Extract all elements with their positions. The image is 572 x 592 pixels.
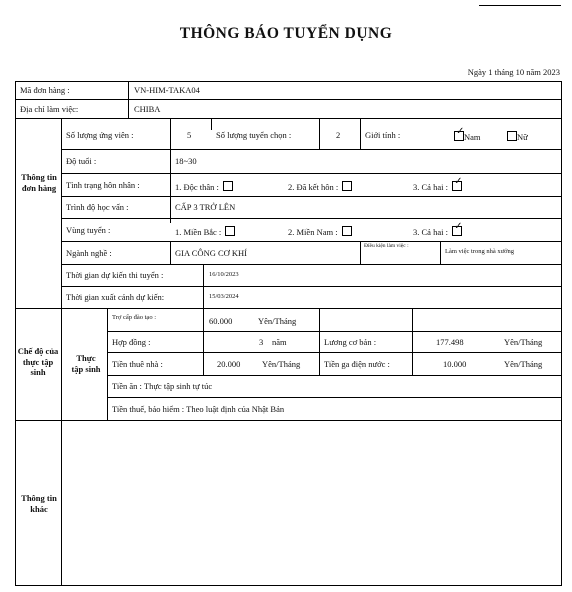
col-rule (128, 81, 129, 118)
age-label: Độ tuổi : (66, 156, 97, 166)
row-rule (61, 241, 562, 242)
row-rule (107, 375, 562, 376)
row-rule (61, 286, 562, 287)
gender-option-female[interactable] (505, 131, 528, 142)
section-order-info: Thông tin đơn hàng (21, 172, 57, 193)
other-info-content[interactable] (66, 426, 556, 581)
industry-label: Ngành nghề : (66, 248, 112, 258)
col-rule (319, 118, 320, 149)
top-rule (479, 5, 561, 6)
col-rule (412, 308, 413, 375)
checkbox-icon[interactable] (223, 181, 233, 191)
marital-option-single[interactable] (175, 181, 233, 192)
utilities-label: Tiền ga điện nước : (324, 359, 390, 369)
col-rule (319, 308, 320, 375)
col-rule (211, 118, 212, 130)
rent-value: 20.000 (217, 359, 241, 369)
training-allowance-label: Trợ cấp đào tạo : (112, 314, 156, 321)
row-rule (15, 118, 562, 119)
row-rule (15, 99, 562, 100)
region-option-south[interactable] (288, 226, 352, 237)
contract-value: 3 (259, 337, 264, 347)
gender-label: Giới tính : (365, 130, 401, 140)
education-label: Trình độ học vấn : (66, 202, 129, 212)
marital-both-label: 3. Cả hai : (413, 182, 448, 192)
rent-unit: Yên/Tháng (262, 359, 301, 369)
col-rule (107, 308, 108, 420)
row-rule (107, 397, 562, 398)
checkbox-icon[interactable] (507, 131, 517, 141)
col-rule (170, 118, 171, 223)
tax-insurance-policy: Tiền thuế, bảo hiểm : Theo luật định của Nhật Bản (112, 404, 285, 414)
salary-value: 177.498 (436, 337, 464, 347)
exam-date-label: Thời gian dự kiến thi tuyển : (66, 270, 164, 280)
checkbox-icon[interactable] (342, 181, 352, 191)
departure-date-value: 15/03/2024 (209, 293, 239, 300)
marital-option-both[interactable] (413, 181, 462, 192)
order-code-value: VN-HIM-TAKA04 (134, 85, 200, 95)
utilities-value: 10.000 (443, 359, 467, 369)
contract-unit: năm (272, 337, 287, 347)
workplace-value: CHIBA (134, 104, 161, 114)
row-rule (15, 308, 562, 309)
region-both-label: 3. Cả hai : (413, 227, 448, 237)
marital-married-label: 2. Đã kết hôn : (288, 182, 339, 192)
document-date: Ngày 1 tháng 10 năm 2023 (467, 67, 560, 77)
row-rule (61, 218, 562, 219)
training-allowance-unit: Yên/Tháng (258, 316, 297, 326)
checked-box-icon[interactable] (454, 131, 464, 141)
checkbox-icon[interactable] (342, 226, 352, 236)
marital-option-married[interactable] (288, 181, 352, 192)
checked-box-icon[interactable] (452, 181, 462, 191)
selected-label: Số lượng tuyển chọn : (216, 130, 292, 140)
training-allowance-value: 60.000 (209, 316, 233, 326)
industry-value: GIA CÔNG CƠ KHÍ (175, 248, 248, 258)
region-label: Vùng tuyển : (66, 225, 111, 235)
col-rule (203, 264, 204, 308)
col-rule (170, 241, 171, 264)
conditions-label: Điều kiện làm việc : (364, 243, 409, 249)
region-north-label: 1. Miền Bắc : (175, 227, 222, 237)
row-rule (15, 420, 562, 421)
salary-unit: Yên/Tháng (504, 337, 543, 347)
contract-label: Hợp đồng : (112, 337, 151, 347)
education-value: CẤP 3 TRỞ LÊN (175, 202, 236, 212)
applicants-label: Số lượng ứng viên : (66, 130, 134, 140)
exam-date-value: 16/10/2023 (209, 271, 239, 278)
selected-value: 2 (336, 130, 341, 140)
workplace-label: Địa chỉ làm việc: (20, 104, 79, 114)
marital-single-label: 1. Độc thân : (175, 182, 219, 192)
col-rule (440, 241, 441, 264)
section-other-info: Thông tin khác (21, 493, 57, 514)
row-rule (61, 173, 562, 174)
page-title: THÔNG BÁO TUYỂN DỤNG (179, 25, 393, 42)
utilities-unit: Yên/Tháng (504, 359, 543, 369)
row-rule (61, 196, 562, 197)
rent-label: Tiền thuê nhà : (112, 359, 163, 369)
gender-female-label: Nữ (517, 132, 528, 142)
region-option-both[interactable] (413, 226, 462, 237)
section-trainee-policy: Chế độ của thực tập sinh (17, 346, 59, 378)
row-rule (107, 352, 562, 353)
age-value: 18~30 (175, 156, 197, 166)
gender-male-label: Nam (464, 132, 481, 142)
region-option-north[interactable] (175, 226, 235, 237)
applicants-value: 5 (187, 130, 192, 140)
marital-label: Tình trạng hôn nhân : (66, 180, 140, 190)
row-rule (107, 331, 562, 332)
col-rule (360, 241, 361, 264)
conditions-value: Làm việc trong nhà xưởng (445, 248, 515, 255)
salary-label: Lương cơ bản : (324, 337, 377, 347)
checkbox-icon[interactable] (225, 226, 235, 236)
region-south-label: 2. Miền Nam : (288, 227, 338, 237)
col-rule (61, 118, 62, 585)
col-rule (203, 308, 204, 375)
row-rule (61, 149, 562, 150)
checked-box-icon[interactable] (452, 226, 462, 236)
col-rule (360, 118, 361, 149)
departure-date-label: Thời gian xuất cảnh dự kiến: (66, 292, 165, 302)
row-rule (61, 264, 562, 265)
meals-policy: Tiền ăn : Thực tập sinh tự túc (112, 381, 213, 391)
gender-option-male[interactable] (452, 131, 481, 142)
order-code-label: Mã đơn hàng : (20, 85, 70, 95)
trainee-group-label: Thực tập sinh (71, 353, 101, 374)
